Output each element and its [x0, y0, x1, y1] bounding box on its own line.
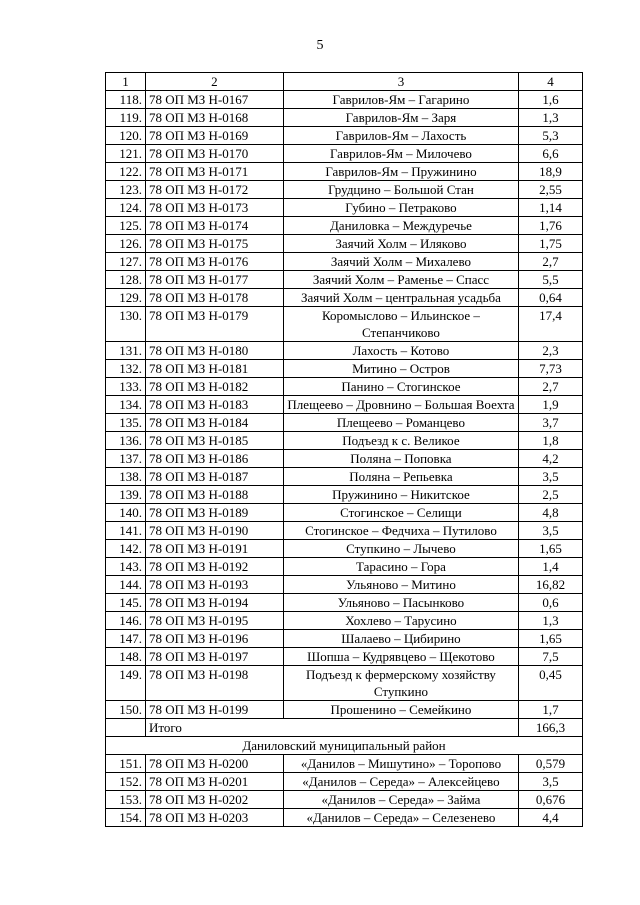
- road-name: «Данилов – Середа» – Займа: [283, 791, 518, 809]
- row-number: 131.: [106, 342, 146, 360]
- road-length: 0,6: [519, 594, 583, 612]
- road-name: Поляна – Поповка: [283, 450, 518, 468]
- row-number: 126.: [106, 235, 146, 253]
- total-value: 166,3: [519, 719, 583, 737]
- road-code: 78 ОП МЗ Н-0172: [145, 181, 283, 199]
- road-name: Заячий Холм – Раменье – Спасс: [283, 271, 518, 289]
- road-length: 1,7: [519, 701, 583, 719]
- row-number: 137.: [106, 450, 146, 468]
- header-cell-1: 1: [106, 73, 146, 91]
- row-number: 130.: [106, 307, 146, 342]
- road-length: 2,5: [519, 486, 583, 504]
- road-code: 78 ОП МЗ Н-0195: [145, 612, 283, 630]
- road-name: Ульяново – Пасынково: [283, 594, 518, 612]
- road-length: 18,9: [519, 163, 583, 181]
- road-name: Митино – Остров: [283, 360, 518, 378]
- row-number: 119.: [106, 109, 146, 127]
- road-name: Пружинино – Никитское: [283, 486, 518, 504]
- row-number: 129.: [106, 289, 146, 307]
- row-number: 149.: [106, 666, 146, 701]
- row-number: 138.: [106, 468, 146, 486]
- table-row: [106, 791, 583, 809]
- road-length: 1,75: [519, 235, 583, 253]
- row-number: 120.: [106, 127, 146, 145]
- table-row: [106, 540, 583, 558]
- total-row: [106, 719, 583, 737]
- row-number: 148.: [106, 648, 146, 666]
- road-length: 0,64: [519, 289, 583, 307]
- road-code: 78 ОП МЗ Н-0188: [145, 486, 283, 504]
- road-length: 1,9: [519, 396, 583, 414]
- road-name: Подъезд к фермерскому хозяйству Ступкино: [283, 666, 518, 701]
- table-row: [106, 612, 583, 630]
- road-length: 0,579: [519, 755, 583, 773]
- road-code: 78 ОП МЗ Н-0184: [145, 414, 283, 432]
- row-number: 136.: [106, 432, 146, 450]
- row-number: 147.: [106, 630, 146, 648]
- road-name: Гаврилов-Ям – Пружинино: [283, 163, 518, 181]
- road-code: 78 ОП МЗ Н-0181: [145, 360, 283, 378]
- road-name: Заячий Холм – Михалево: [283, 253, 518, 271]
- row-number: 152.: [106, 773, 146, 791]
- table-row: [106, 145, 583, 163]
- road-length: 1,3: [519, 109, 583, 127]
- road-name: Подъезд к с. Великое: [283, 432, 518, 450]
- road-code: 78 ОП МЗ Н-0193: [145, 576, 283, 594]
- total-label: Итого: [145, 719, 518, 737]
- table-row: [106, 396, 583, 414]
- table-row: [106, 109, 583, 127]
- row-number: 151.: [106, 755, 146, 773]
- road-length: 1,65: [519, 540, 583, 558]
- table-row: [106, 307, 583, 342]
- row-number: 154.: [106, 809, 146, 827]
- road-code: 78 ОП МЗ Н-0202: [145, 791, 283, 809]
- section-title: Даниловский муниципальный район: [106, 737, 583, 755]
- row-number: 139.: [106, 486, 146, 504]
- table-row: [106, 450, 583, 468]
- road-name: Хохлево – Тарусино: [283, 612, 518, 630]
- road-name: Панино – Стогинское: [283, 378, 518, 396]
- table-row: [106, 91, 583, 109]
- road-code: 78 ОП МЗ Н-0200: [145, 755, 283, 773]
- table-row: [106, 217, 583, 235]
- road-code: 78 ОП МЗ Н-0198: [145, 666, 283, 701]
- table-row: [106, 342, 583, 360]
- table-row: [106, 414, 583, 432]
- row-number: 150.: [106, 701, 146, 719]
- road-code: 78 ОП МЗ Н-0173: [145, 199, 283, 217]
- road-code: 78 ОП МЗ Н-0183: [145, 396, 283, 414]
- road-code: 78 ОП МЗ Н-0179: [145, 307, 283, 342]
- road-code: 78 ОП МЗ Н-0189: [145, 504, 283, 522]
- row-number: 118.: [106, 91, 146, 109]
- road-name: Плещеево – Романцево: [283, 414, 518, 432]
- road-name: Стогинское – Федчиха – Путилово: [283, 522, 518, 540]
- road-code: 78 ОП МЗ Н-0180: [145, 342, 283, 360]
- road-name: Ульяново – Митино: [283, 576, 518, 594]
- road-length: 16,82: [519, 576, 583, 594]
- road-name: Шопша – Кудрявцево – Щекотово: [283, 648, 518, 666]
- road-name: Гаврилов-Ям – Заря: [283, 109, 518, 127]
- table-row: [106, 163, 583, 181]
- road-code: 78 ОП МЗ Н-0187: [145, 468, 283, 486]
- row-number: 141.: [106, 522, 146, 540]
- road-length: 0,45: [519, 666, 583, 701]
- road-name: «Данилов – Мишутино» – Торопово: [283, 755, 518, 773]
- table-row: [106, 432, 583, 450]
- road-length: 4,2: [519, 450, 583, 468]
- road-length: 1,65: [519, 630, 583, 648]
- page-number: 5: [316, 38, 324, 53]
- road-code: 78 ОП МЗ Н-0178: [145, 289, 283, 307]
- row-number: 134.: [106, 396, 146, 414]
- road-code: 78 ОП МЗ Н-0168: [145, 109, 283, 127]
- road-name: Губино – Петраково: [283, 199, 518, 217]
- table-row: [106, 522, 583, 540]
- road-code: 78 ОП МЗ Н-0169: [145, 127, 283, 145]
- row-number: 142.: [106, 540, 146, 558]
- road-code: 78 ОП МЗ Н-0182: [145, 378, 283, 396]
- table-header-row: [106, 73, 583, 91]
- header-cell-3: 3: [283, 73, 518, 91]
- road-code: 78 ОП МЗ Н-0191: [145, 540, 283, 558]
- table-row: [106, 181, 583, 199]
- road-name: «Данилов – Середа» – Селезенево: [283, 809, 518, 827]
- road-code: 78 ОП МЗ Н-0177: [145, 271, 283, 289]
- road-code: 78 ОП МЗ Н-0190: [145, 522, 283, 540]
- road-length: 1,4: [519, 558, 583, 576]
- road-code: 78 ОП МЗ Н-0197: [145, 648, 283, 666]
- row-number: 146.: [106, 612, 146, 630]
- road-name: Лахость – Котово: [283, 342, 518, 360]
- road-name: Стогинское – Селищи: [283, 504, 518, 522]
- road-length: 2,7: [519, 378, 583, 396]
- table-row: [106, 486, 583, 504]
- table-row: [106, 289, 583, 307]
- table-row: [106, 378, 583, 396]
- row-number: 143.: [106, 558, 146, 576]
- road-code: 78 ОП МЗ Н-0196: [145, 630, 283, 648]
- table-row: [106, 773, 583, 791]
- table-row: [106, 809, 583, 827]
- row-number: 124.: [106, 199, 146, 217]
- road-length: 1,6: [519, 91, 583, 109]
- row-number: 122.: [106, 163, 146, 181]
- road-name: Грудцино – Большой Стан: [283, 181, 518, 199]
- section-row: [106, 737, 583, 755]
- row-number: 121.: [106, 145, 146, 163]
- row-number: 145.: [106, 594, 146, 612]
- road-name: Плещеево – Дровнино – Большая Воехта: [283, 396, 518, 414]
- road-code: 78 ОП МЗ Н-0194: [145, 594, 283, 612]
- road-code: 78 ОП МЗ Н-0170: [145, 145, 283, 163]
- row-number: 128.: [106, 271, 146, 289]
- road-length: 1,14: [519, 199, 583, 217]
- road-code: 78 ОП МЗ Н-0185: [145, 432, 283, 450]
- table-row: [106, 558, 583, 576]
- table-row: [106, 594, 583, 612]
- row-number: 132.: [106, 360, 146, 378]
- road-length: 1,3: [519, 612, 583, 630]
- table-row: [106, 576, 583, 594]
- row-number: 153.: [106, 791, 146, 809]
- road-name: Тарасино – Гора: [283, 558, 518, 576]
- road-length: 3,5: [519, 468, 583, 486]
- row-number: 133.: [106, 378, 146, 396]
- roads-table: [105, 72, 583, 827]
- road-name: Заячий Холм – Иляково: [283, 235, 518, 253]
- table-row: [106, 648, 583, 666]
- table-row: [106, 504, 583, 522]
- road-code: 78 ОП МЗ Н-0186: [145, 450, 283, 468]
- road-code: 78 ОП МЗ Н-0174: [145, 217, 283, 235]
- table-row: [106, 468, 583, 486]
- road-name: Гаврилов-Ям – Лахость: [283, 127, 518, 145]
- road-length: 5,3: [519, 127, 583, 145]
- row-number: 127.: [106, 253, 146, 271]
- header-cell-2: 2: [145, 73, 283, 91]
- road-name: Поляна – Репьевка: [283, 468, 518, 486]
- row-number: 125.: [106, 217, 146, 235]
- road-length: 17,4: [519, 307, 583, 342]
- road-code: 78 ОП МЗ Н-0201: [145, 773, 283, 791]
- road-name: Даниловка – Междуречье: [283, 217, 518, 235]
- road-length: 7,5: [519, 648, 583, 666]
- road-name: Заячий Холм – центральная усадьба: [283, 289, 518, 307]
- road-name: Гаврилов-Ям – Милочево: [283, 145, 518, 163]
- road-length: 2,3: [519, 342, 583, 360]
- road-length: 3,5: [519, 522, 583, 540]
- road-code: 78 ОП МЗ Н-0167: [145, 91, 283, 109]
- table-row: [106, 666, 583, 701]
- road-length: 3,7: [519, 414, 583, 432]
- road-length: 0,676: [519, 791, 583, 809]
- road-code: 78 ОП МЗ Н-0192: [145, 558, 283, 576]
- road-name: Ступкино – Лычево: [283, 540, 518, 558]
- road-name: Коромыслово – Ильинское – Степанчиково: [283, 307, 518, 342]
- table-row: [106, 235, 583, 253]
- road-code: 78 ОП МЗ Н-0199: [145, 701, 283, 719]
- table-row: [106, 199, 583, 217]
- road-length: 1,76: [519, 217, 583, 235]
- table-row: [106, 253, 583, 271]
- road-length: 2,7: [519, 253, 583, 271]
- road-length: 7,73: [519, 360, 583, 378]
- table-row: [106, 630, 583, 648]
- road-name: «Данилов – Середа» – Алексейцево: [283, 773, 518, 791]
- road-length: 4,4: [519, 809, 583, 827]
- row-number: 140.: [106, 504, 146, 522]
- header-cell-4: 4: [519, 73, 583, 91]
- road-name: Гаврилов-Ям – Гагарино: [283, 91, 518, 109]
- road-length: 5,5: [519, 271, 583, 289]
- total-empty-cell: [106, 719, 146, 737]
- table-row: [106, 271, 583, 289]
- table-row: [106, 360, 583, 378]
- table-row: [106, 755, 583, 773]
- road-length: 2,55: [519, 181, 583, 199]
- road-code: 78 ОП МЗ Н-0176: [145, 253, 283, 271]
- row-number: 144.: [106, 576, 146, 594]
- row-number: 135.: [106, 414, 146, 432]
- road-length: 6,6: [519, 145, 583, 163]
- row-number: 123.: [106, 181, 146, 199]
- road-code: 78 ОП МЗ Н-0171: [145, 163, 283, 181]
- road-length: 3,5: [519, 773, 583, 791]
- road-code: 78 ОП МЗ Н-0175: [145, 235, 283, 253]
- road-name: Прошенино – Семейкино: [283, 701, 518, 719]
- road-name: Шалаево – Цибирино: [283, 630, 518, 648]
- road-length: 1,8: [519, 432, 583, 450]
- road-length: 4,8: [519, 504, 583, 522]
- road-code: 78 ОП МЗ Н-0203: [145, 809, 283, 827]
- table-row: [106, 701, 583, 719]
- table-row: [106, 127, 583, 145]
